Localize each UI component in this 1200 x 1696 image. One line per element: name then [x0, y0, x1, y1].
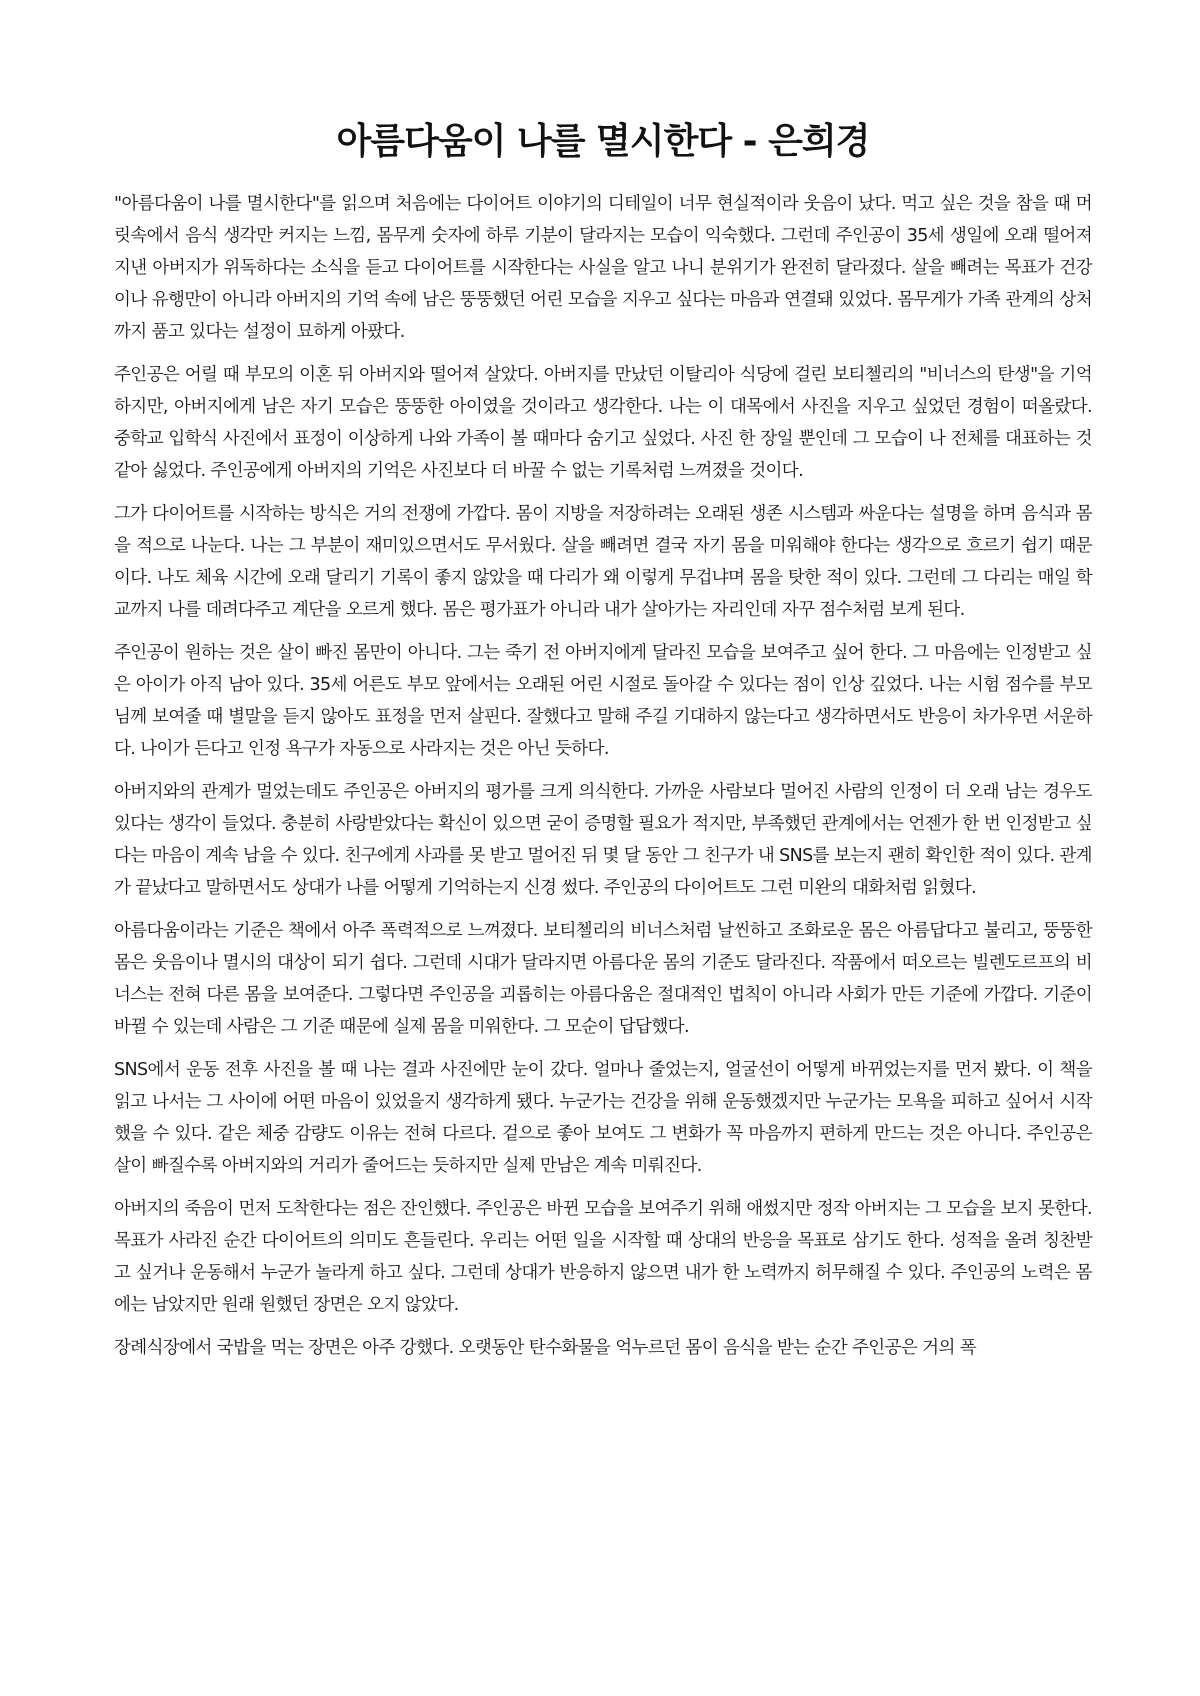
paragraph-1: "아름다움이 나를 멸시한다"를 읽으며 처음에는 다이어트 이야기의 디테일이 너무 현실적이라 웃음이 났다. 먹고 싶은 것을 참을 때 머릿속에서 음식 생각만 커지는 느낌, 몸무게 숫자에 하루 기분이 달라지는 모습이 익숙했다. 그런데 주인공이 35세 생일에 오래 떨어져 지낸 아버지가 위독하다는 소식을 듣고 다이어트를 시작한다는 사실을 알고 나니 분위기가 완전히 달라졌다. 살을 빼려는 목표가 건강이나 유행만이 아니라 아버지의 기억 속에 남은 뚱뚱했던 어린 모습을 지우고 싶다는 마음과 연결돼 있었다. 몸무게가 가족 관계의 상처까지 품고 있다는 설정이 묘하게 아팠다.: [114, 194, 1092, 342]
paragraph-3: 그가 다이어트를 시작하는 방식은 거의 전쟁에 가깝다. 몸이 지방을 저장하려는 오래된 생존 시스템과 싸운다는 설명을 하며 음식과 몸을 적으로 나눈다. 나는 그 부분이 재미있으면서도 무서웠다. 살을 빼려면 결국 자기 몸을 미워해야 한다는 생각으로 흐르기 쉽기 때문이다. 나도 체육 시간에 오래 달리기 기록이 좋지 않았을 때 다리가 왜 이렇게 무겁냐며 몸을 탓한 적이 있다. 그런데 그 다리는 매일 학교까지 나를 데려다주고 계단을 오르게 했다. 몸은 평가표가 아니라 내가 살아가는 자리인데 자꾸 점수처럼 보게 된다.: [114, 504, 1092, 620]
paragraph-6: 아름다움이라는 기준은 책에서 아주 폭력적으로 느껴졌다. 보티첼리의 비너스처럼 날씬하고 조화로운 몸은 아름답다고 불리고, 뚱뚱한 몸은 웃음이나 멸시의 대상이 되기 쉽다. 그런데 시대가 달라지면 아름다운 몸의 기준도 달라진다. 작품에서 떠오르는 빌렌도르프의 비너스는 전혀 다른 몸을 보여준다. 그렇다면 주인공을 괴롭히는 아름다움은 절대적인 법칙이 아니라 사회가 만든 기준에 가깝다. 기준이 바뀔 수 있는데 사람은 그 기준 때문에 실제 몸을 미워한다. 그 모순이 답답했다.: [114, 921, 1092, 1037]
paragraph-7: SNS에서 운동 전후 사진을 볼 때 나는 결과 사진에만 눈이 갔다. 얼마나 줄었는지, 얼굴선이 어떻게 바뀌었는지를 먼저 봤다. 이 책을 읽고 나서는 그 사이에 어떤 마음이 있었을지 생각하게 됐다. 누군가는 건강을 위해 운동했겠지만 누군가는 모욕을 피하고 싶어서 시작했을 수 있다. 같은 체중 감량도 이유는 전혀 다르다. 겉으로 좋아 보여도 그 변화가 꼭 마음까지 편하게 만드는 것은 아니다. 주인공은 살이 빠질수록 아버지와의 거리가 줄어드는 듯하지만 실제 만남은 계속 미뤄진다.: [114, 1060, 1092, 1176]
paragraph-5: 아버지와의 관계가 멀었는데도 주인공은 아버지의 평가를 크게 의식한다. 가까운 사람보다 멀어진 사람의 인정이 더 오래 남는 경우도 있다는 생각이 들었다. 충분히 사랑받았다는 확신이 있으면 굳이 증명할 필요가 적지만, 부족했던 관계에서는 언젠가 한 번 인정받고 싶다는 마음이 계속 남을 수 있다. 친구에게 사과를 못 받고 멀어진 뒤 몇 달 동안 그 친구가 내 SNS를 보는지 괜히 확인한 적이 있다. 관계가 끝났다고 말하면서도 상대가 나를 어떻게 기억하는지 신경 썼다. 주인공의 다이어트도 그런 미완의 대화처럼 읽혔다.: [114, 782, 1092, 898]
document-body: [114, 188, 1092, 1364]
paragraph-9: 장례식장에서 국밥을 먹는 장면은 아주 강했다. 오랫동안 탄수화물을 억누르던 몸이 음식을 받는 순간 주인공은 거의 폭: [114, 1338, 977, 1358]
paragraph-4: 주인공이 원하는 것은 살이 빠진 몸만이 아니다. 그는 죽기 전 아버지에게 달라진 모습을 보여주고 싶어 한다. 그 마음에는 인정받고 싶은 아이가 아직 남아 있다. 35세 어른도 부모 앞에서는 오래된 어린 시절로 돌아갈 수 있다는 점이 인상 깊었다. 나는 시험 점수를 부모님께 보여줄 때 별말을 듣지 않아도 표정을 먼저 살핀다. 잘했다고 말해 주길 기대하지 않는다고 생각하면서도 반응이 차가우면 서운하다. 나이가 든다고 인정 욕구가 자동으로 사라지는 것은 아닌 듯하다.: [114, 643, 1092, 759]
paragraph-2: 주인공은 어릴 때 부모의 이혼 뒤 아버지와 떨어져 살았다. 아버지를 만났던 이탈리아 식당에 걸린 보티첼리의 "비너스의 탄생"을 기억하지만, 아버지에게 남은 자기 모습은 뚱뚱한 아이였을 것이라고 생각한다. 나는 이 대목에서 사진을 지우고 싶었던 경험이 떠올랐다. 중학교 입학식 사진에서 표정이 이상하게 나와 가족이 볼 때마다 숨기고 싶었다. 사진 한 장일 뿐인데 그 모습이 나 전체를 대표하는 것 같아 싫었다. 주인공에게 아버지의 기억은 사진보다 더 바꿀 수 없는 기록처럼 느껴졌을 것이다.: [114, 365, 1092, 481]
document-title: 아름다움이 나를 멸시한다 - 은희경: [336, 121, 870, 162]
paragraph-8: 아버지의 죽음이 먼저 도착한다는 점은 잔인했다. 주인공은 바뀐 모습을 보여주기 위해 애썼지만 정작 아버지는 그 모습을 보지 못한다. 목표가 사라진 순간 다이어트의 의미도 흔들린다. 우리는 어떤 일을 시작할 때 상대의 반응을 목표로 삼기도 한다. 성적을 올려 칭찬받고 싶거나 운동해서 누군가 놀라게 하고 싶다. 그런데 상대가 반응하지 않으면 내가 한 노력까지 허무해질 수 있다. 주인공의 노력은 몸에는 남았지만 원래 원했던 장면은 오지 않았다.: [114, 1199, 1092, 1315]
